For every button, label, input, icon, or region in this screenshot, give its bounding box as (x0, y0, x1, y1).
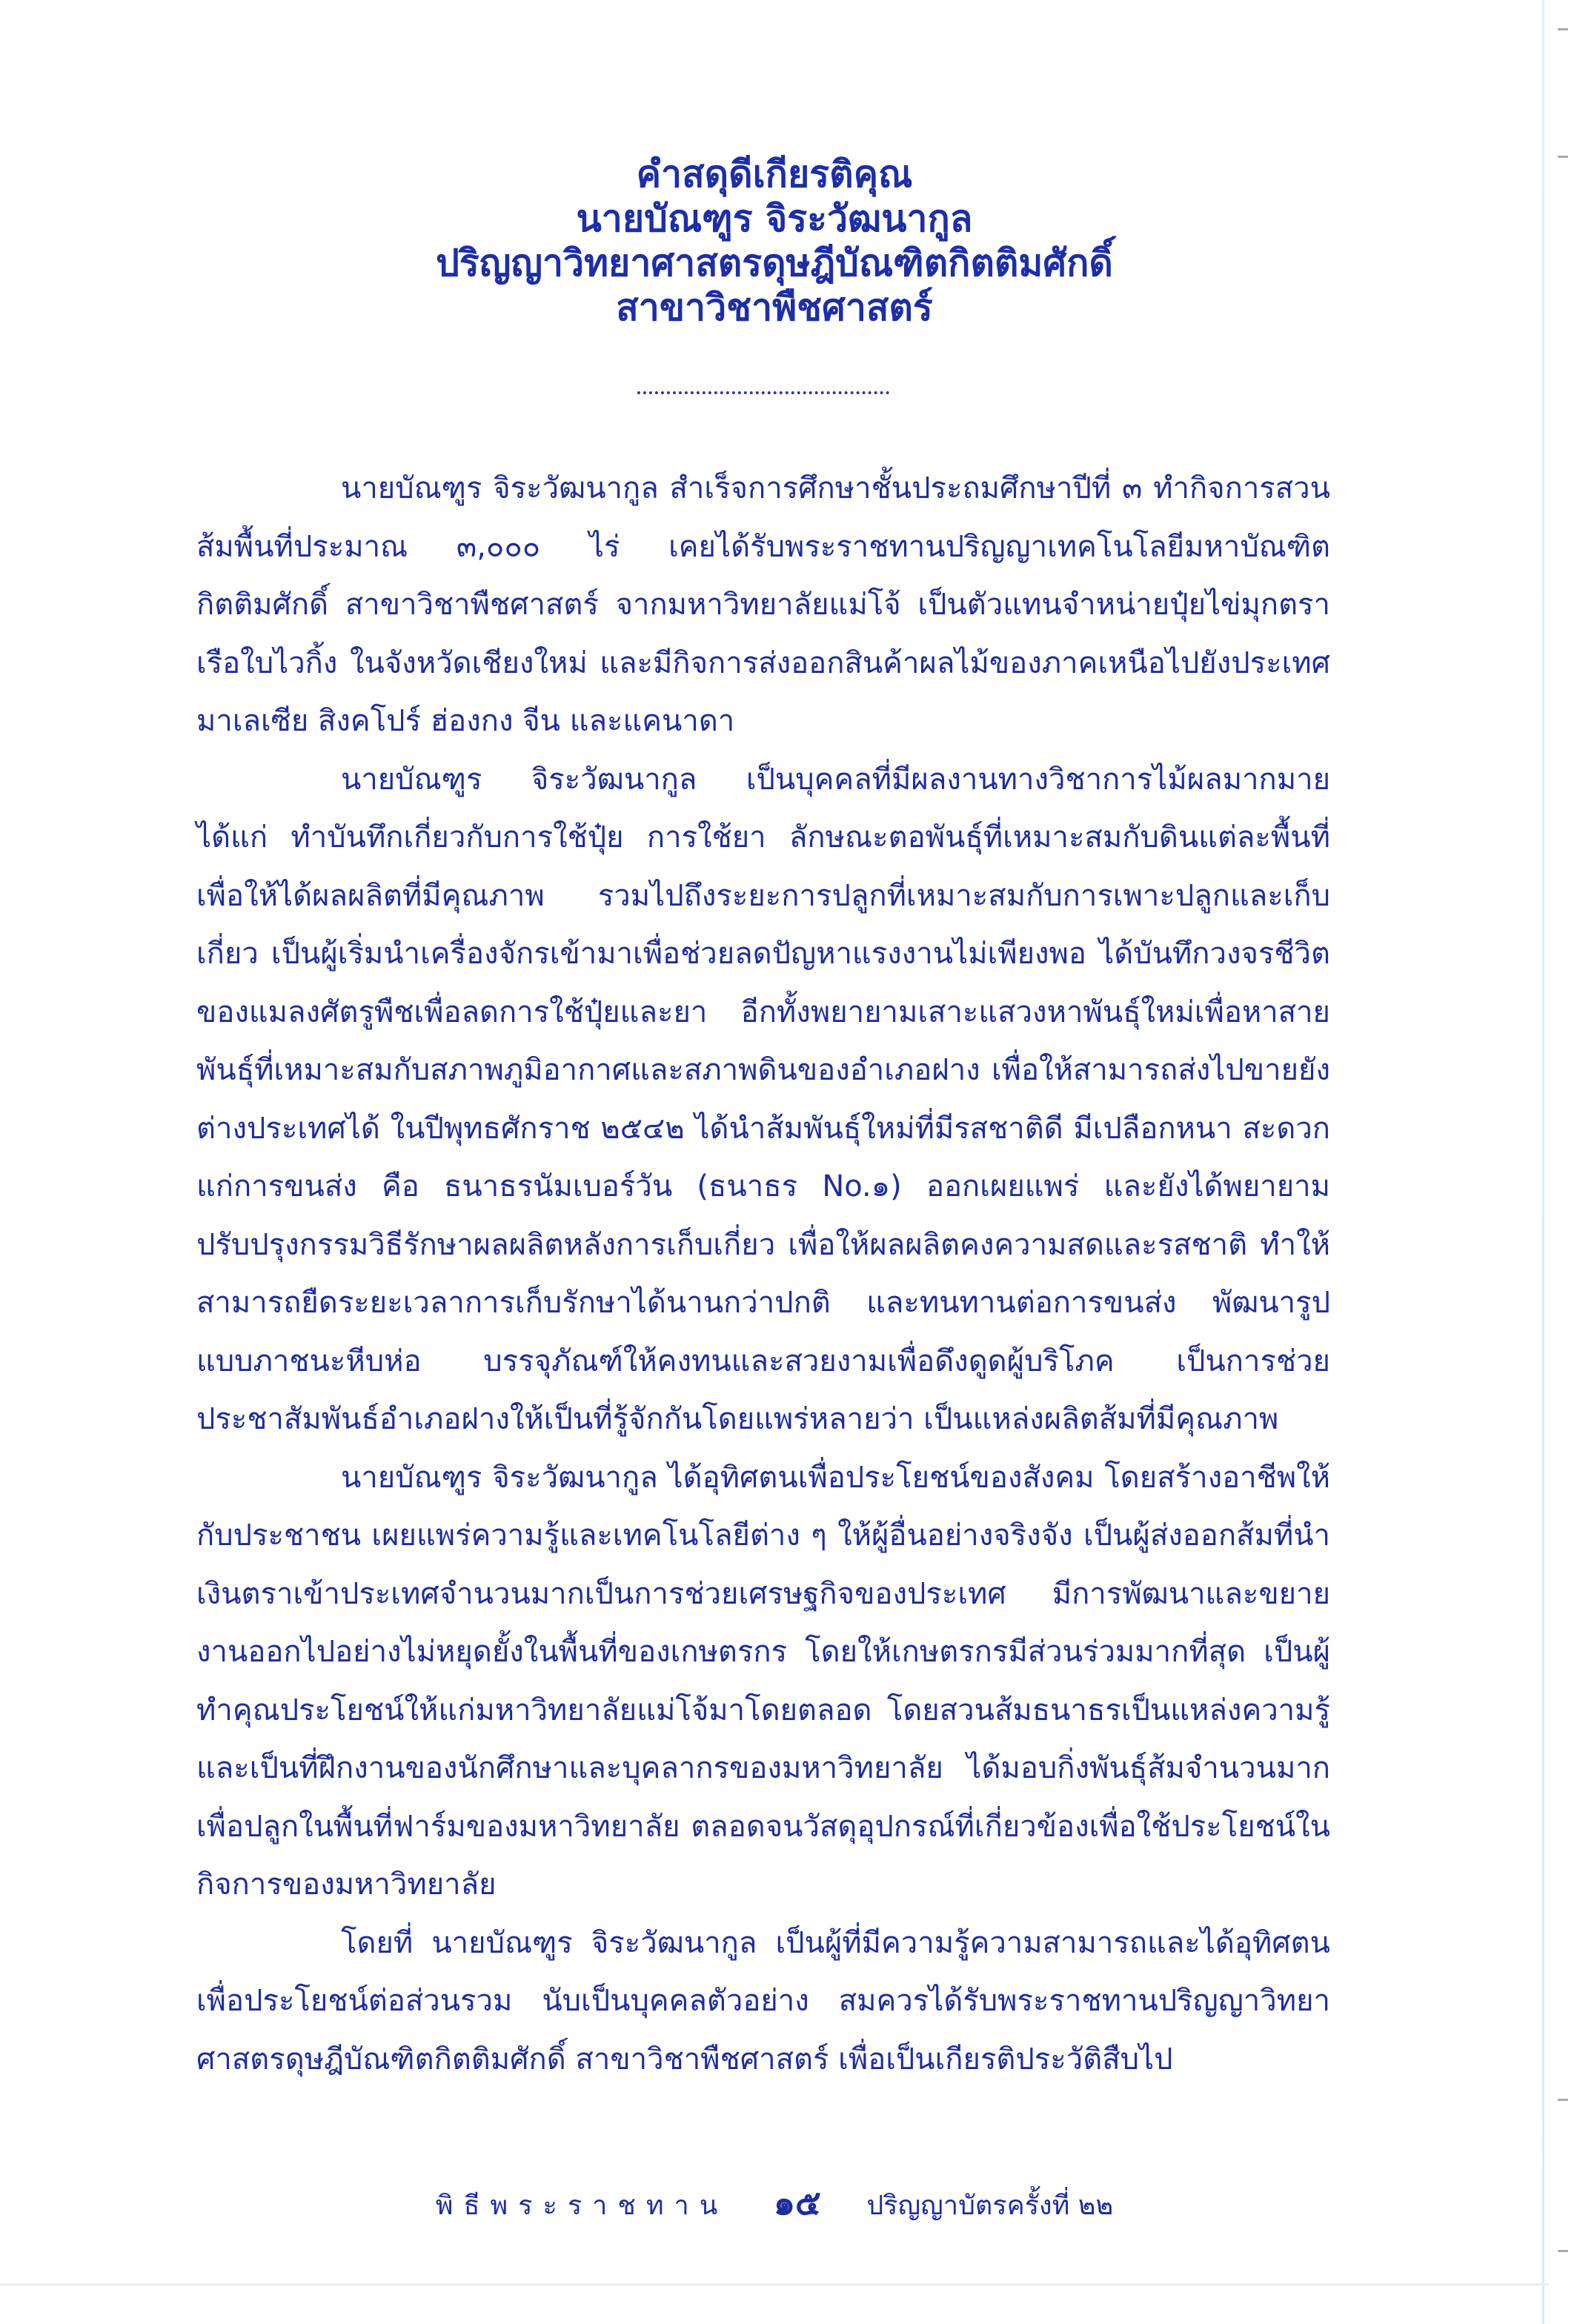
honoree-name: นายบัณฑูร จิระวัฒนากูล (576, 197, 973, 240)
paragraph (196, 1449, 1330, 1914)
page-edge-right (1542, 0, 1544, 2324)
paragraph (196, 459, 1330, 751)
paragraph (196, 1914, 1330, 2089)
field-of-study: สาขาวิชาพืชศาสตร์ (616, 286, 933, 329)
paragraph-text: โดยที่ นายบัณฑูร จิระวัฒนากูล เป็นผู้ที่มีความรู้ความสามารถและได้อุทิศตนเพื่อประโยชน์ต่อส่วนรวม นับเป็นบุคคลตัวอย่าง สมควรได้รับพระราชทานปริญญาวิทยาศาสตรดุษฎีบัณฑิตกิตติมศักดิ์ สาขาวิชาพืชศาสตร์ เพื่อเป็นเกียรติประวัติสืบไป (196, 1925, 1330, 2076)
margin-tick (1558, 156, 1568, 158)
paragraph (196, 751, 1330, 1449)
title-block (0, 152, 1549, 330)
margin-tick (1558, 2099, 1568, 2101)
margin-tick (1558, 2250, 1568, 2252)
footer-degree-round: ปริญญาบัตรครั้งที่ ๒๒ (866, 2191, 1114, 2221)
paragraph-text: นายบัณฑูร จิระวัฒนากูล ได้อุทิศตนเพื่อประโยชน์ของสังคม โดยสร้างอาชีพให้กับประชาชน เผยแพร่ความรู้และเทคโนโลยีต่าง ๆ ให้ผู้อื่นอย่างจริงจัง เป็นผู้ส่งออกส้มที่นำเงินตราเข้าประเทศจำนวนมากเป็นการช่วยเศรษฐกิจของประเทศ มีการพัฒนาและขยายงานออกไปอย่างไม่หยุดยั้งในพื้นที่ของเกษตรกร โดยให้เกษตรกรมีส่วนร่วมมากที่สุด เป็นผู้ทำคุณประโยชน์ให้แก่มหาวิทยาลัยแม่โจ้มาโดยตลอด โดยสวนส้มธนาธรเป็นแหล่งความรู้ และเป็นที่ฝึกงานของนักศึกษาและบุคลากรของมหาวิทยาลัย ได้มอบกิ่งพันธุ์ส้มจำนวนมาก เพื่อปลูกในพื้นที่ฟาร์มของมหาวิทยาลัย ตลอดจนวัสดุอุปกรณ์ที่เกี่ยวข้องเพื่อใช้ประโยชน์ในกิจการของมหาวิทยาลัย (196, 1460, 1330, 1902)
title-heading: คำสดุดีเกียรติคุณ (636, 153, 913, 196)
paragraph-text: นายบัณฑูร จิระวัฒนากูล เป็นบุคคลที่มีผลงานทางวิชาการไม้ผลมากมาย ได้แก่ ทำบันทึกเกี่ยวกับการใช้ปุ๋ย การใช้ยา ลักษณะตอพันธุ์ที่เหมาะสมกับดินแต่ละพื้นที่ เพื่อให้ได้ผลผลิตที่มีคุณภาพ รวมไปถึงระยะการปลูกที่เหมาะสมกับการเพาะปลูกและเก็บเกี่ยว เป็นผู้เริ่มนำเครื่องจักรเข้ามาเพื่อช่วยลดปัญหาแรงงานไม่เพียงพอ ได้บันทึกวงจรชีวิตของแมลงศัตรูพืชเพื่อลดการใช้ปุ๋ยและยา อีกทั้งพยายามเสาะแสวงหาพันธุ์ใหม่เพื่อหาสายพันธุ์ที่เหมาะสมกับสภาพภูมิอากาศและสภาพดินของอำเภอฝาง เพื่อให้สามารถส่งไปขายยังต่างประเทศได้ ในปีพุทธศักราช ๒๕๔๒ ได้นำส้มพันธุ์ใหม่ที่มีรสชาติดี มีเปลือกหนา สะดวกแก่การขนส่ง คือ ธนาธรนัมเบอร์วัน (ธนาธร No.๑) ออกเผยแพร่ และยังได้พยายามปรับปรุงกรรมวิธีรักษาผลผลิตหลังการเก็บเกี่ยว เพื่อให้ผลผลิตคงความสดและรสชาติ ทำให้สามารถยืดระยะเวลาการเก็บรักษาได้นานกว่าปกติ และทนทานต่อการขนส่ง พัฒนารูปแบบภาชนะหีบห่อ บรรจุภัณฑ์ให้คงทนและสวยงามเพื่อดึงดูดผู้บริโภค เป็นการช่วยประชาสัมพันธ์อำเภอฝางให้เป็นที่รู้จักกันโดยแพร่หลายว่า เป็นแหล่งผลิตส้มที่มีคุณภาพ (196, 762, 1330, 1436)
page-number: ๑๕ (773, 2182, 821, 2222)
degree-title: ปริญญาวิทยาศาสตรดุษฎีบัณฑิตกิตติมศักดิ์ (436, 242, 1113, 285)
margin-tick (1558, 28, 1568, 30)
footer-ceremony: พิธีพระราชทาน (435, 2191, 728, 2221)
dotted-separator (637, 391, 889, 394)
page-footer (0, 2176, 1549, 2230)
citation-body (196, 459, 1330, 2088)
page-edge-bottom (0, 2283, 1549, 2285)
paragraph-text: นายบัณฑูร จิระวัฒนากูล สำเร็จการศึกษาชั้นประถมศึกษาปีที่ ๓ ทำกิจการสวนส้มพื้นที่ประมาณ ๓,๐๐๐ ไร่ เคยได้รับพระราชทานปริญญาเทคโนโลยีมหาบัณฑิตกิตติมศักดิ์ สาขาวิชาพืชศาสตร์ จากมหาวิทยาลัยแม่โจ้ เป็นตัวแทนจำหน่ายปุ๋ยไข่มุกตราเรือใบไวกิ้ง ในจังหวัดเชียงใหม่ และมีกิจการส่งออกสินค้าผลไม้ของภาคเหนือไปยังประเทศมาเลเซีย สิงคโปร์ ฮ่องกง จีน และแคนาดา (196, 471, 1330, 738)
